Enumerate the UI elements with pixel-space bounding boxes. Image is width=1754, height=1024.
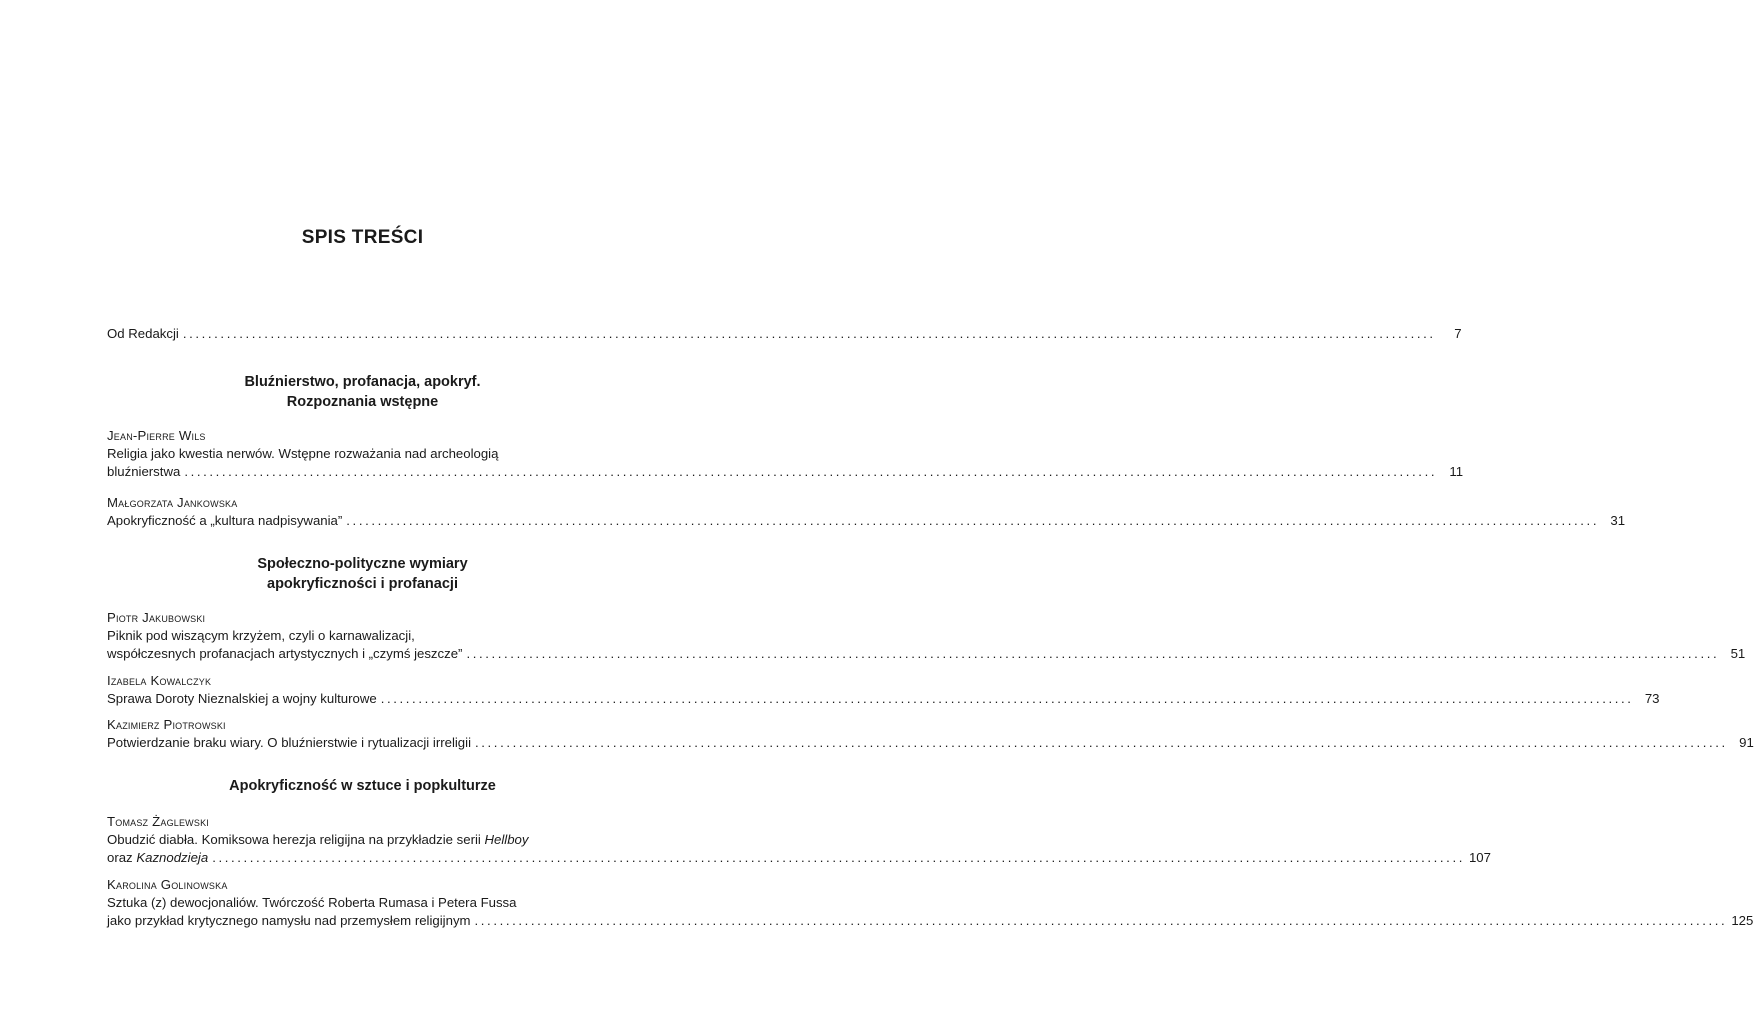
- page-number: 91: [1739, 735, 1754, 750]
- page-number: 73: [1644, 691, 1660, 706]
- entry-title-line: Sztuka (z) dewocjonaliów. Twórczość Roberta Rumasa i Petera Fussa: [107, 895, 517, 910]
- entry-title-line: jako przykład krytycznego namysłu nad przemysłem religijnym: [107, 913, 471, 928]
- toc-entry[interactable]: [107, 912, 1754, 930]
- entry-title-line: Sprawa Doroty Nieznalskiej a wojny kulturowe: [107, 691, 377, 706]
- page-number: 125: [1731, 913, 1754, 928]
- dot-leader: ........................................................................................................................................................................................................: [380, 691, 1634, 706]
- author-name: Tomasz Żaglewski: [107, 814, 209, 829]
- page-number: 11: [1449, 464, 1464, 479]
- toc-entry[interactable]: [107, 734, 1754, 752]
- entry-title-line: Potwierdzanie braku wiary. O bluźnierstwie i rytualizacji irreligii: [107, 735, 472, 750]
- toc-entry[interactable]: [107, 645, 1746, 663]
- author-name: Izabela Kowalczyk: [107, 673, 212, 688]
- entry-title: Od Redakcji: [107, 326, 179, 341]
- toc-entry[interactable]: [107, 690, 1660, 708]
- entry-title-line: Religia jako kwestia nerwów. Wstępne rozważania nad archeologią: [107, 446, 499, 461]
- author-name: Kazimierz Piotrowski: [107, 717, 226, 732]
- entry-title-line: współczesnych profanacjach artystycznych i „czymś jeszcze”: [107, 646, 463, 661]
- page-number: 107: [1468, 850, 1491, 865]
- author-name: Piotr Jakubowski: [107, 610, 206, 625]
- dot-leader: ........................................................................................................................................................................................................: [475, 735, 1728, 750]
- section-heading: Społeczno-polityczne wymiary apokryficzności i profanacji: [257, 556, 468, 592]
- section-heading: Bluźnierstwo, profanacja, apokryf. Rozpoznania wstępne: [244, 374, 481, 410]
- dot-leader: ........................................................................................................................................................................................................: [182, 326, 1436, 341]
- page-number: 51: [1730, 646, 1746, 661]
- dot-leader: ........................................................................................................................................................................................................: [212, 850, 1465, 865]
- entry-title-line: Obudzić diabła. Komiksowa herezja religijna na przykładzie serii Hellboy: [107, 832, 529, 847]
- toc-entry-intro[interactable]: [107, 325, 1462, 343]
- author-name: Małgorzata Jankowska: [107, 495, 238, 510]
- dot-leader: ........................................................................................................................................................................................................: [466, 646, 1720, 661]
- page-number: 31: [1610, 513, 1626, 528]
- entry-title-line: bluźnierstwa: [107, 464, 181, 479]
- dot-leader: ........................................................................................................................................................................................................: [346, 513, 1600, 528]
- toc-entry[interactable]: [107, 512, 1626, 530]
- author-name: Jean-Pierre Wils: [107, 428, 206, 443]
- section-heading: Apokryficzność w sztuce i popkulturze: [229, 778, 496, 794]
- dot-leader: ........................................................................................................................................................................................................: [184, 464, 1438, 479]
- entry-title-line: Apokryficzność a „kultura nadpisywania”: [107, 513, 343, 528]
- page-title: SPIS TREŚCI: [301, 227, 424, 248]
- toc-entry[interactable]: [107, 849, 1491, 867]
- toc-entry[interactable]: [107, 463, 1464, 481]
- page-number: 7: [1454, 326, 1462, 341]
- dot-leader: ........................................................................................................................................................................................................: [474, 913, 1728, 928]
- author-name: Karolina Golinowska: [107, 877, 228, 892]
- entry-title-line: Piknik pod wiszącym krzyżem, czyli o karnawalizacji,: [107, 628, 415, 643]
- series-title: Kaznodzieja: [136, 850, 209, 865]
- entry-title-line: oraz Kaznodzieja: [107, 850, 209, 865]
- series-title: Hellboy: [484, 832, 529, 847]
